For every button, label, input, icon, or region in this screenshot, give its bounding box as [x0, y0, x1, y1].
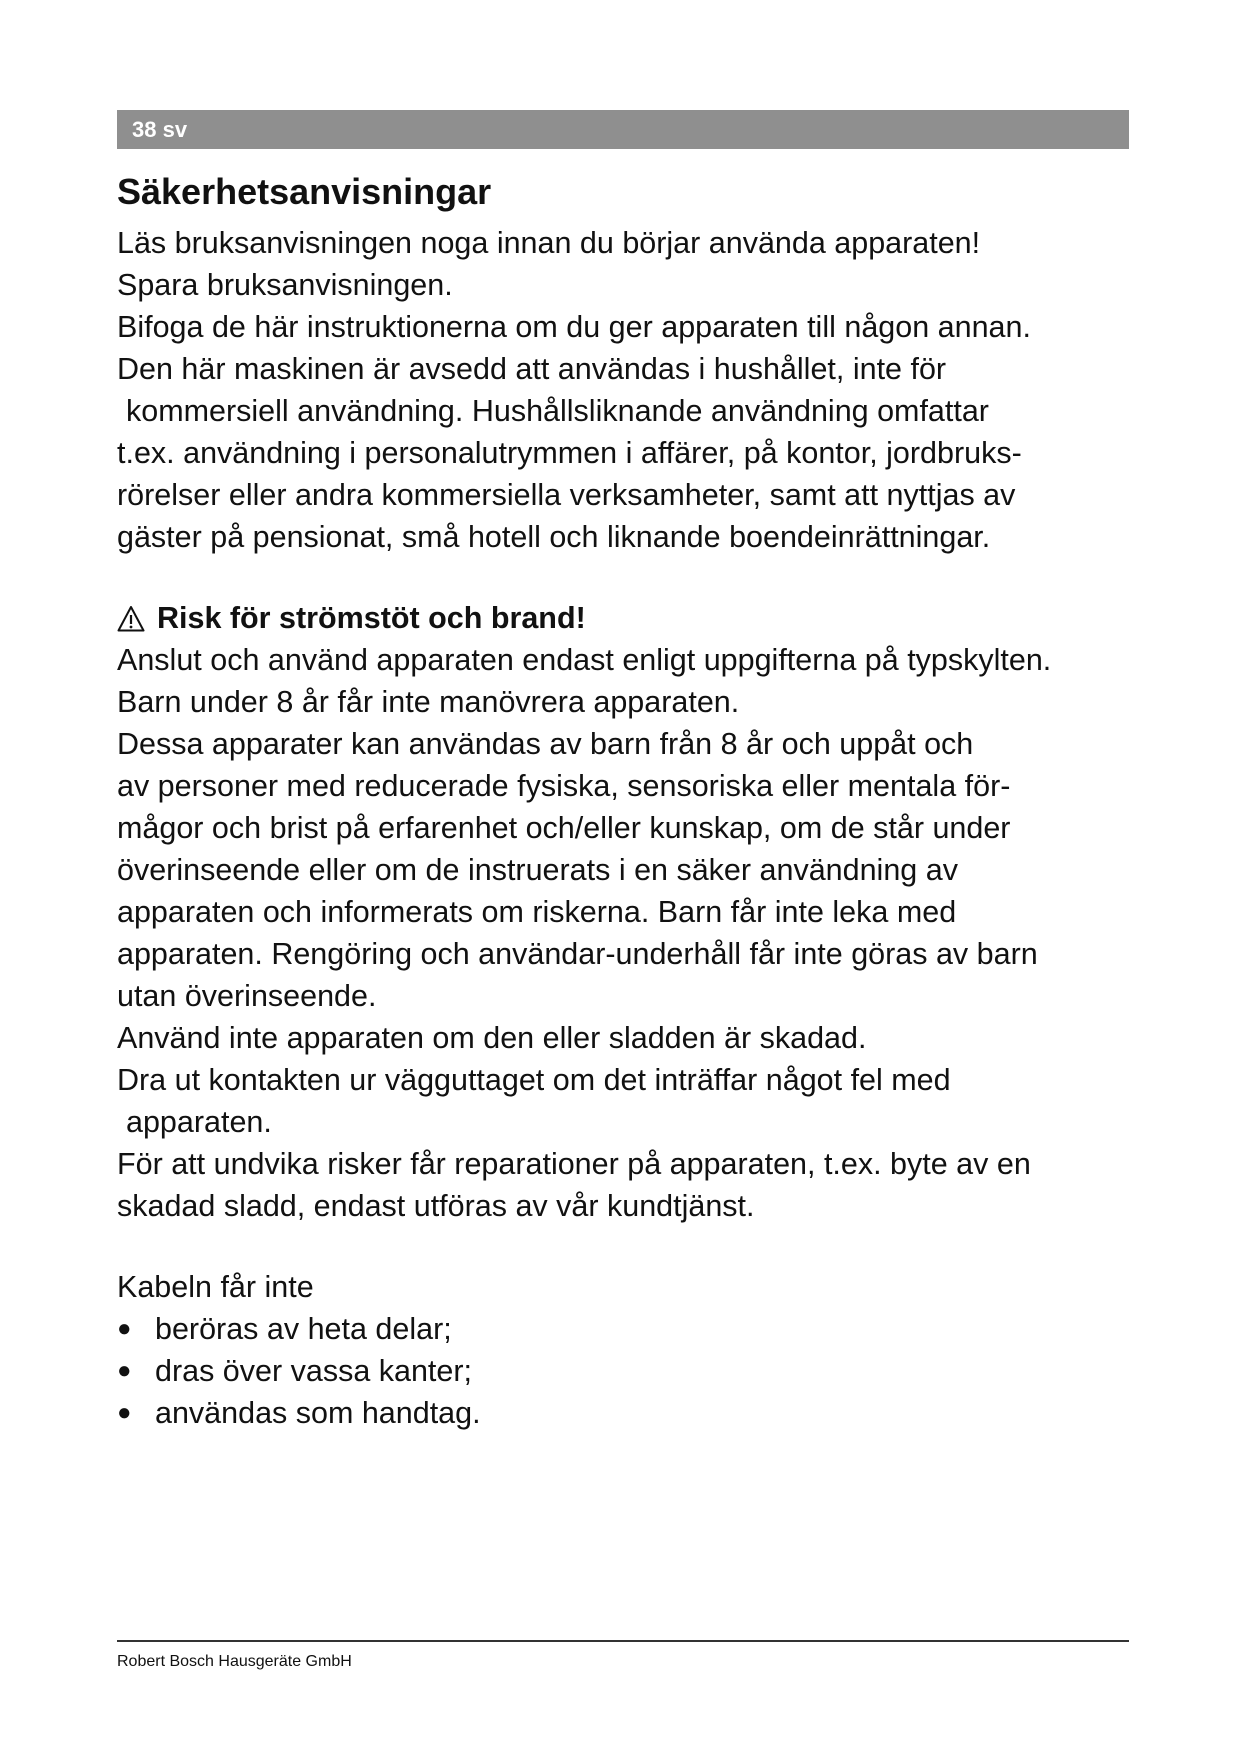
warning-triangle-icon	[117, 597, 157, 645]
cable-intro-text: Kabeln får inte	[117, 1270, 314, 1304]
text-line: Anslut och använd apparaten endast enligt uppgifterna på typskylten.	[117, 643, 1052, 677]
text-line: Barn under 8 år får inte manövrera apparaten.	[117, 685, 740, 719]
text-line: t.ex. användning i personalutrymmen i affärer, på kontor, jordbruks-	[117, 436, 1022, 470]
text-line: rörelser eller andra kommersiella verksamheter, samt att nyttjas av	[117, 478, 1016, 512]
text-line: Bifoga de här instruktionerna om du ger apparaten till någon annan.	[117, 310, 1031, 344]
text-line: Dra ut kontakten ur vägguttaget om det inträffar något fel med	[117, 1063, 951, 1097]
text-line: gäster på pensionat, små hotell och liknande boendeinrättningar.	[117, 520, 991, 554]
page-title: Säkerhetsanvisningar	[117, 171, 492, 212]
warning-title: Risk för strömstöt och brand!	[157, 601, 586, 635]
list-item	[117, 1350, 481, 1392]
text-line: apparaten och informerats om riskerna. Barn får inte leka med	[117, 895, 957, 929]
intro-paragraph	[117, 222, 1147, 558]
warning-heading	[117, 597, 586, 645]
text-line: Dessa apparater kan användas av barn från 8 år och uppåt och	[117, 727, 974, 761]
text-line: För att undvika risker får reparationer på apparaten, t.ex. byte av en	[117, 1147, 1031, 1181]
page-number-label: 38 sv	[132, 117, 188, 142]
text-line: Läs bruksanvisningen noga innan du börjar använda apparaten!	[117, 226, 981, 260]
list-item-text: beröras av heta delar;	[155, 1312, 452, 1346]
list-item	[117, 1392, 481, 1434]
warning-paragraph	[117, 639, 1147, 1227]
text-line: apparaten.	[126, 1105, 272, 1139]
list-item-text: dras över vassa kanter;	[155, 1354, 473, 1388]
text-line: kommersiell användning. Hushållsliknande användning omfattar	[126, 394, 989, 428]
cable-intro	[117, 1266, 1147, 1308]
footer-divider	[117, 1640, 1129, 1642]
text-line: Den här maskinen är avsedd att användas i hushållet, inte för	[117, 352, 947, 386]
bullet-icon: ●	[117, 1357, 132, 1384]
text-line: apparaten. Rengöring och användar-underhåll får inte göras av barn	[117, 937, 1038, 971]
text-line: överinseende eller om de instruerats i en säker användning av	[117, 853, 958, 887]
bullet-icon: ●	[117, 1315, 132, 1342]
text-line: mågor och brist på erfarenhet och/eller kunskap, om de står under	[117, 811, 1011, 845]
text-line: av personer med reducerade fysiska, sensoriska eller mentala för-	[117, 769, 1011, 803]
cable-bullet-list	[117, 1308, 481, 1434]
bullet-icon: ●	[117, 1399, 132, 1426]
list-item-text: användas som handtag.	[155, 1396, 481, 1430]
text-line: Spara bruksanvisningen.	[117, 268, 453, 302]
footer-company: Robert Bosch Hausgeräte GmbH	[117, 1653, 352, 1670]
text-line: utan överinseende.	[117, 979, 377, 1013]
text-line: Använd inte apparaten om den eller sladden är skadad.	[117, 1021, 867, 1055]
text-line: skadad sladd, endast utföras av vår kundtjänst.	[117, 1189, 755, 1223]
list-item	[117, 1308, 481, 1350]
page-header-bar	[117, 110, 1129, 149]
